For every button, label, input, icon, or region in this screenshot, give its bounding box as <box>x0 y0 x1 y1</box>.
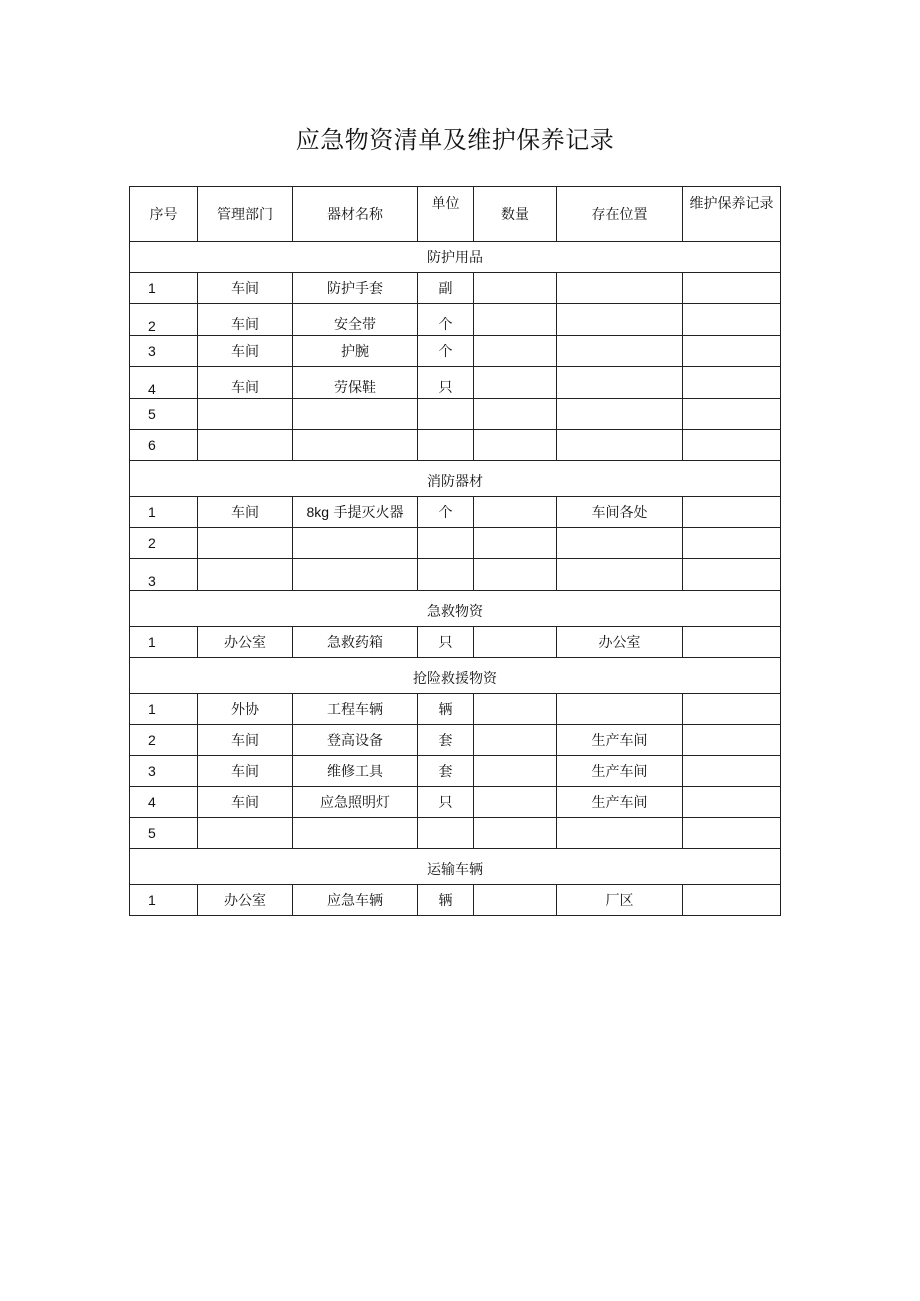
cell-name <box>293 399 418 430</box>
cell-name: 应急车辆 <box>293 885 418 916</box>
cell-maintenance <box>683 787 781 818</box>
cell-seq: 1 <box>130 497 198 528</box>
cell-maintenance <box>683 336 781 367</box>
cell-unit: 只 <box>418 627 474 658</box>
cell-unit <box>418 559 474 591</box>
table-row <box>130 818 781 849</box>
cell-unit <box>418 528 474 559</box>
cell-qty <box>474 725 557 756</box>
cell-qty <box>474 304 557 336</box>
cell-dept: 车间 <box>198 336 293 367</box>
table-row <box>130 336 781 367</box>
cell-dept <box>198 430 293 461</box>
cell-location <box>557 818 683 849</box>
cell-name: 安全带 <box>293 304 418 336</box>
cell-maintenance <box>683 756 781 787</box>
cell-maintenance <box>683 430 781 461</box>
table-row <box>130 430 781 461</box>
cell-seq: 1 <box>130 627 198 658</box>
cell-unit: 套 <box>418 725 474 756</box>
cell-name: 劳保鞋 <box>293 367 418 399</box>
cell-dept <box>198 818 293 849</box>
cell-location: 办公室 <box>557 627 683 658</box>
cell-name <box>293 528 418 559</box>
header-row <box>130 187 781 242</box>
cell-name <box>293 559 418 591</box>
cell-location <box>557 304 683 336</box>
cell-unit: 个 <box>418 304 474 336</box>
table-row <box>130 725 781 756</box>
cell-name: 工程车辆 <box>293 694 418 725</box>
cell-unit: 个 <box>418 336 474 367</box>
cell-qty <box>474 885 557 916</box>
cell-maintenance <box>683 528 781 559</box>
cell-name: 急救药箱 <box>293 627 418 658</box>
table-row <box>130 528 781 559</box>
cell-seq: 5 <box>130 818 198 849</box>
cell-location: 车间各处 <box>557 497 683 528</box>
cell-seq: 3 <box>130 336 198 367</box>
cell-seq: 1 <box>130 694 198 725</box>
cell-unit <box>418 818 474 849</box>
cell-maintenance <box>683 627 781 658</box>
cell-qty <box>474 818 557 849</box>
cell-qty <box>474 336 557 367</box>
cell-dept: 车间 <box>198 497 293 528</box>
cell-maintenance <box>683 304 781 336</box>
cell-maintenance <box>683 885 781 916</box>
page-title: 应急物资清单及维护保养记录 <box>295 126 615 154</box>
cell-seq: 1 <box>130 273 198 304</box>
section-title: 消防器材 <box>130 461 781 497</box>
cell-location: 生产车间 <box>557 787 683 818</box>
inventory-table <box>129 186 781 916</box>
cell-seq: 4 <box>130 787 198 818</box>
table-row <box>130 304 781 336</box>
cell-unit: 辆 <box>418 885 474 916</box>
cell-dept: 车间 <box>198 304 293 336</box>
cell-maintenance <box>683 725 781 756</box>
cell-seq: 5 <box>130 399 198 430</box>
cell-name: 护腕 <box>293 336 418 367</box>
cell-location <box>557 694 683 725</box>
cell-location <box>557 559 683 591</box>
cell-name-text: 手提灭火器 <box>333 505 404 521</box>
cell-unit: 个 <box>418 497 474 528</box>
cell-name <box>293 818 418 849</box>
cell-seq: 4 <box>130 367 198 399</box>
table-row <box>130 559 781 591</box>
section-title: 运输车辆 <box>130 849 781 885</box>
cell-dept <box>198 559 293 591</box>
cell-location <box>557 430 683 461</box>
table-row <box>130 787 781 818</box>
header-unit: 单位 <box>418 187 474 242</box>
table-row <box>130 885 781 916</box>
cell-dept: 办公室 <box>198 885 293 916</box>
header-qty: 数量 <box>474 187 557 242</box>
cell-seq: 3 <box>130 756 198 787</box>
cell-name: 维修工具 <box>293 756 418 787</box>
cell-qty <box>474 273 557 304</box>
section-row <box>130 461 781 497</box>
cell-name: 登高设备 <box>293 725 418 756</box>
table-row <box>130 367 781 399</box>
cell-qty <box>474 694 557 725</box>
cell-seq: 3 <box>130 559 198 591</box>
table-row <box>130 399 781 430</box>
section-title: 防护用品 <box>130 242 781 273</box>
cell-qty <box>474 399 557 430</box>
section-row <box>130 242 781 273</box>
table-row <box>130 756 781 787</box>
cell-unit <box>418 430 474 461</box>
cell-maintenance <box>683 818 781 849</box>
cell-location: 生产车间 <box>557 756 683 787</box>
section-row <box>130 849 781 885</box>
cell-maintenance <box>683 399 781 430</box>
cell-dept: 车间 <box>198 756 293 787</box>
cell-dept: 外协 <box>198 694 293 725</box>
section-row <box>130 658 781 694</box>
cell-name: 防护手套 <box>293 273 418 304</box>
cell-qty <box>474 497 557 528</box>
table-row <box>130 694 781 725</box>
cell-unit: 辆 <box>418 694 474 725</box>
cell-name-prefix: 8kg <box>306 504 330 520</box>
cell-qty <box>474 430 557 461</box>
cell-location <box>557 273 683 304</box>
cell-qty <box>474 756 557 787</box>
cell-seq: 6 <box>130 430 198 461</box>
cell-qty <box>474 787 557 818</box>
table-row <box>130 627 781 658</box>
cell-qty <box>474 559 557 591</box>
cell-location: 生产车间 <box>557 725 683 756</box>
header-dept: 管理部门 <box>198 187 293 242</box>
cell-qty <box>474 528 557 559</box>
cell-dept <box>198 528 293 559</box>
cell-dept: 车间 <box>198 725 293 756</box>
cell-qty <box>474 367 557 399</box>
cell-name <box>293 430 418 461</box>
cell-location: 厂区 <box>557 885 683 916</box>
cell-unit <box>418 399 474 430</box>
header-seq: 序号 <box>130 187 198 242</box>
cell-location <box>557 528 683 559</box>
cell-unit: 套 <box>418 756 474 787</box>
cell-seq: 2 <box>130 528 198 559</box>
header-name: 器材名称 <box>293 187 418 242</box>
header-maintenance: 维护保养记录 <box>683 187 781 242</box>
cell-dept: 车间 <box>198 273 293 304</box>
section-title: 抢险救援物资 <box>130 658 781 694</box>
cell-seq: 1 <box>130 885 198 916</box>
cell-unit: 副 <box>418 273 474 304</box>
cell-name <box>293 497 418 528</box>
cell-maintenance <box>683 559 781 591</box>
cell-dept: 车间 <box>198 787 293 818</box>
cell-maintenance <box>683 273 781 304</box>
cell-dept: 办公室 <box>198 627 293 658</box>
cell-seq: 2 <box>130 304 198 336</box>
table-row <box>130 273 781 304</box>
cell-unit: 只 <box>418 367 474 399</box>
cell-qty <box>474 627 557 658</box>
cell-location <box>557 336 683 367</box>
header-location: 存在位置 <box>557 187 683 242</box>
cell-maintenance <box>683 694 781 725</box>
cell-maintenance <box>683 497 781 528</box>
section-title: 急救物资 <box>130 591 781 627</box>
cell-dept: 车间 <box>198 367 293 399</box>
section-row <box>130 591 781 627</box>
cell-location <box>557 367 683 399</box>
table-row <box>130 497 781 528</box>
cell-dept <box>198 399 293 430</box>
cell-name: 应急照明灯 <box>293 787 418 818</box>
cell-maintenance <box>683 367 781 399</box>
cell-location <box>557 399 683 430</box>
cell-unit: 只 <box>418 787 474 818</box>
cell-seq: 2 <box>130 725 198 756</box>
